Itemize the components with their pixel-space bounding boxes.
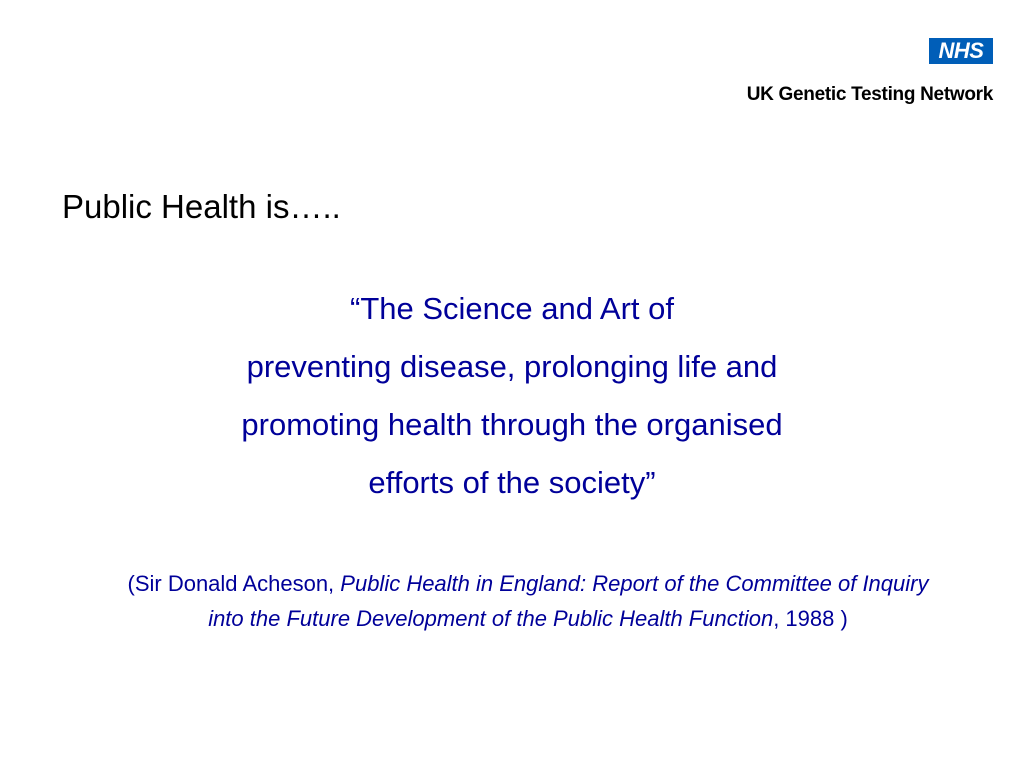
nhs-logo-text: NHS [938, 38, 984, 63]
citation-report-title: Public Health in England: Report of the Committee of Inquiry into the Future Development of the Public Health Function [208, 571, 929, 631]
citation [118, 566, 938, 636]
slide-heading: Public Health is….. [62, 188, 341, 225]
quote-line: preventing disease, prolonging life and [246, 349, 778, 384]
quote-line: promoting health through the organised [241, 407, 783, 442]
nhs-logo-block [708, 38, 998, 110]
quote-line: “The Science and Art of [350, 291, 674, 326]
citation-year: , 1988 ) [773, 606, 848, 631]
definition-quote [0, 280, 1024, 512]
citation-author: (Sir Donald Acheson, [127, 571, 341, 596]
network-name: UK Genetic Testing Network [746, 84, 993, 105]
nhs-logo [929, 38, 993, 64]
quote-line: efforts of the society” [368, 465, 656, 500]
